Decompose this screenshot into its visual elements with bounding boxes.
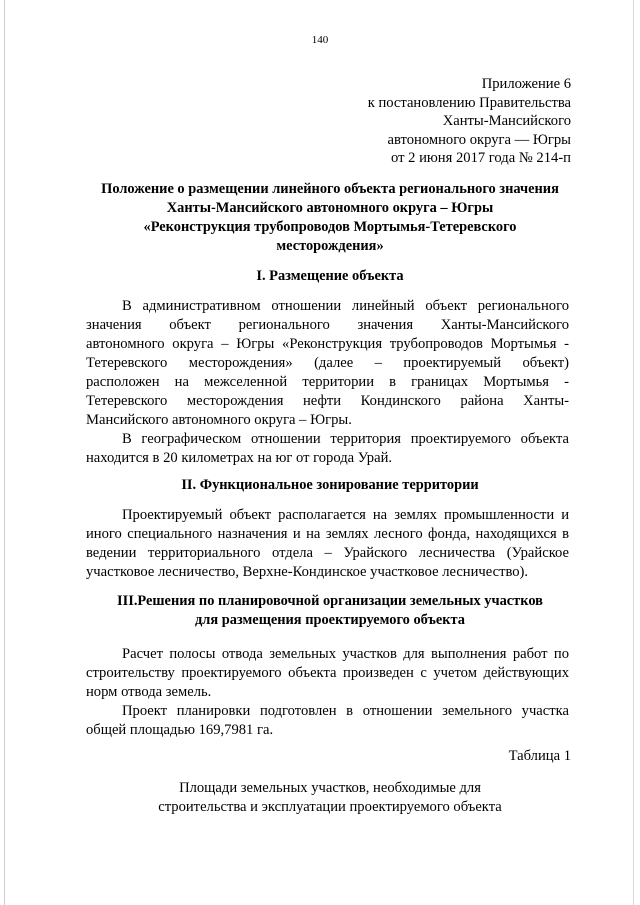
paragraph-line: иного специального назначения и на землях лесного фонда, находящихся в [86,526,569,542]
title-line: Положение о размещении линейного объекта регионального значения [101,181,559,197]
paragraph-line: Проектируемый объект располагается на землях промышленности и [122,507,569,523]
paragraph-line: Тетеревского месторождения» (далее – проектируемый объект) [86,355,569,371]
appendix-reference [368,75,571,168]
appendix-line: Ханты-Мансийского [442,113,571,129]
paragraph-line: ведении территориального отдела – Урайского лесничества (Урайское [86,545,569,561]
table-label: Таблица 1 [508,748,571,764]
paragraph-line: участковое лесничество, Верхне-Кондинское участковое лесничество). [86,564,529,580]
paragraph-line: общей площадью 169,7981 га. [86,722,274,738]
document-title [80,180,580,256]
scan-edge-right [633,0,634,905]
heading-line: для размещения проектируемого объекта [194,612,465,628]
paragraph-line: В административном отношении линейный объект регионального [122,298,569,314]
title-line: месторождения» [276,238,384,254]
section-heading-2: II. Функциональное зонирование территории [181,477,479,493]
paragraph-line: значения объект регионального значения Ханты-Мансийского [86,317,569,333]
page-number: 140 [311,34,329,46]
section-2-paragraph-1 [86,506,569,582]
paragraph-line: норм отвода земель. [86,684,212,700]
paragraph-line: строительству проектируемого объекта произведен с учетом действующих [86,665,569,681]
paragraph-line: Расчет полосы отвода земельных участков для выполнения работ по [122,646,569,662]
title-line: «Реконструкция трубопроводов Мортымья-Тетеревского [143,219,517,235]
paragraph-line: автономного округа – Югры «Реконструкция трубопроводов Мортымья - [86,336,569,352]
section-heading-1: I. Размещение объекта [256,268,404,284]
caption-line: строительства и эксплуатации проектируемого объекта [158,799,502,815]
section-1-paragraph-2 [86,430,569,468]
scan-edge-left [4,0,5,905]
heading-line: III.Решения по планировочной организации земельных участков [117,593,543,609]
section-heading-3 [80,592,580,630]
section-1-paragraph-1 [86,297,569,430]
paragraph-line: В географическом отношении территория проектируемого объекта [122,431,569,447]
section-3-paragraph-1 [86,645,569,702]
paragraph-line: Мансийского автономного округа – Югры. [86,412,352,428]
appendix-line: от 2 июня 2017 года № 214-п [391,150,571,166]
table-caption [80,779,580,817]
paragraph-line: расположен на межселенной территории в границах Мортымья - [86,374,569,390]
title-line: Ханты-Мансийского автономного округа – Югры [166,200,494,216]
caption-line: Площади земельных участков, необходимые для [179,780,481,796]
section-3-paragraph-2 [86,702,569,740]
appendix-line: автономного округа — Югры [387,131,571,148]
appendix-line: к постановлению Правительства [367,94,571,111]
paragraph-line: Проект планировки подготовлен в отношении земельного участка [122,703,569,719]
paragraph-line: находится в 20 километрах на юг от города Урай. [86,450,393,466]
paragraph-line: Тетеревского месторождения нефти Кондинского района Ханты- [86,393,569,409]
appendix-line: Приложение 6 [481,76,571,92]
